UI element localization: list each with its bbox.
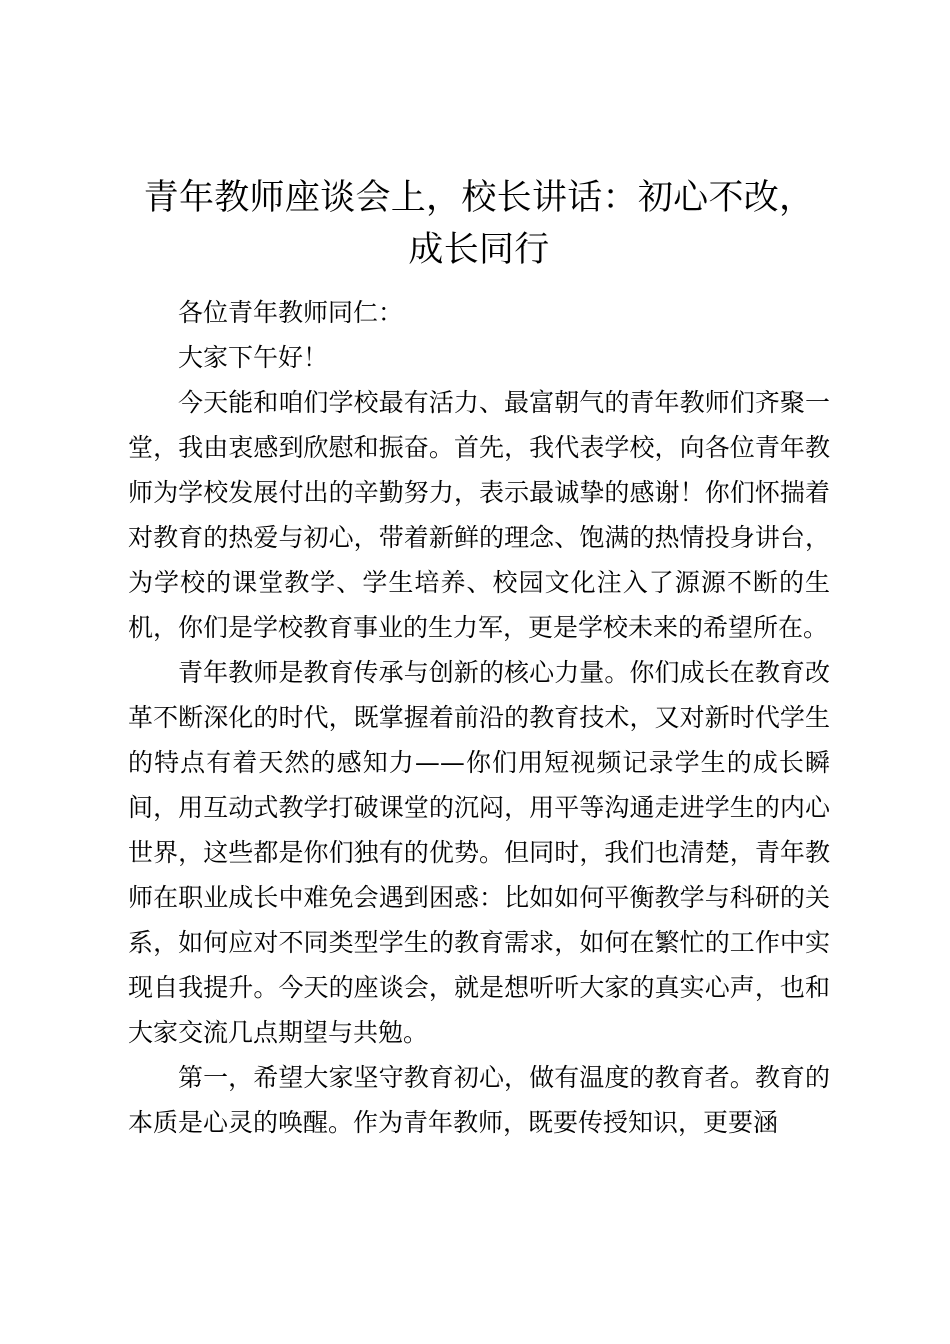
body-paragraph-2: 青年教师是教育传承与创新的核心力量。你们成长在教育改革不断深化的时代，既掌握着前沿的教育技术，又对新时代学生的特点有着天然的感知力——你们用短视频记录学生的成长瞬间，用互动式教学打破课堂的沉闷，用平等沟通走进学生的内心世界，这些都是你们独有的优势。但同时，我们也清楚，青年教师在职业成长中难免会遇到困惑：比如如何平衡教学与科研的关系，如何应对不同类型学生的教育需求，如何在繁忙的工作中实现自我提升。今天的座谈会，就是想听听大家的真实心声，也和大家交流几点期望与共勉。: [128, 658, 830, 1047]
greeting: 大家下午好！: [178, 343, 329, 372]
document-title: 青年教师座谈会上，校长讲话：初心不改，成长同行: [143, 178, 815, 270]
document-page: [128, 172, 830, 1145]
salutation: 各位青年教师同仁：: [178, 298, 404, 327]
body-paragraph-1: 今天能和咱们学校最有活力、最富朝气的青年教师们齐聚一堂，我由衷感到欣慰和振奋。首先，我代表学校，向各位青年教师为学校发展付出的辛勤努力，表示最诚挚的感谢！你们怀揣着对教育的热爱与初心，带着新鲜的理念、饱满的热情投身讲台，为学校的课堂教学、学生培养、校园文化注入了源源不断的生机，你们是学校教育事业的生力军，更是学校未来的希望所在。: [128, 388, 830, 642]
body-paragraph-3: 第一，希望大家坚守教育初心，做有温度的教育者。教育的本质是心灵的唤醒。作为青年教师，既要传授知识，更要涵: [128, 1063, 830, 1137]
